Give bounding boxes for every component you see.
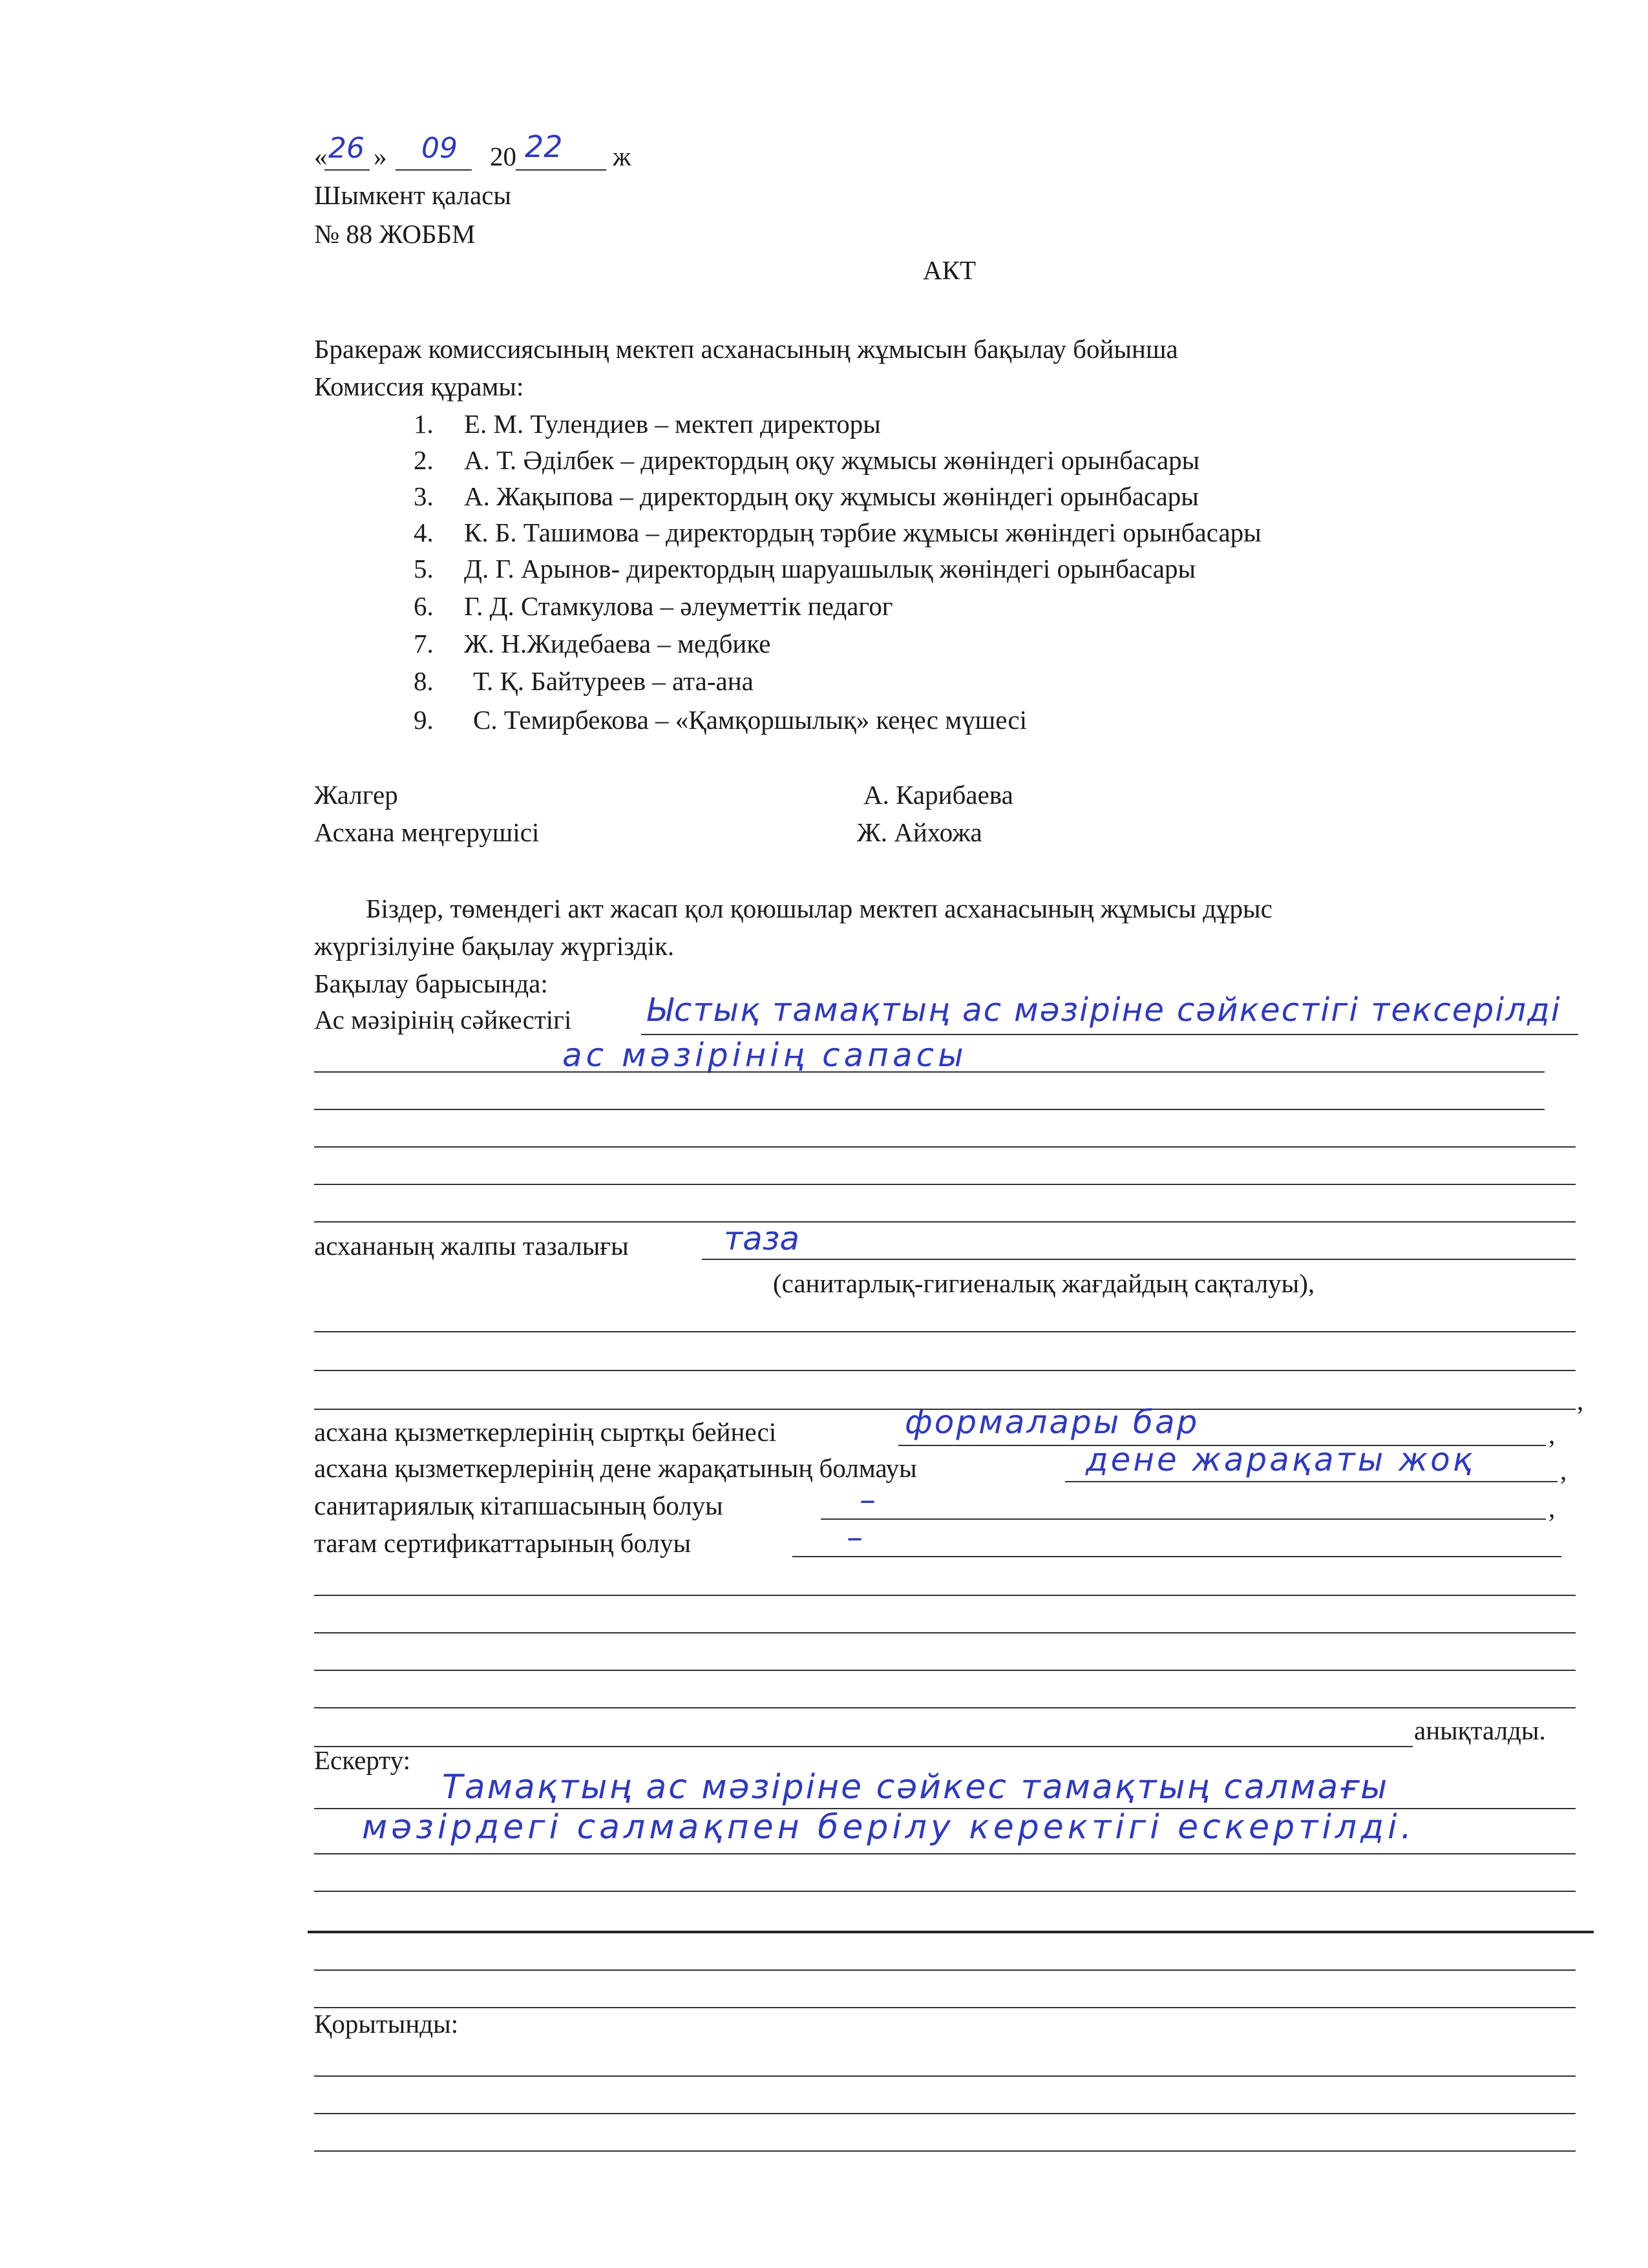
commission-member: А. Т. Әділбек – директордың оқу жұмысы жөніндегі орынбасары bbox=[464, 445, 1200, 475]
commission-member: Е. М. Тулендиев – мектеп директоры bbox=[464, 409, 881, 439]
line-comma: , bbox=[1560, 1456, 1567, 1486]
commission-num: 7. bbox=[414, 629, 434, 658]
commission-member: К. Б. Ташимова – директордың тәрбие жұмысы жөніндегі орынбасары bbox=[464, 518, 1262, 547]
remark-label: Ескерту: bbox=[314, 1745, 411, 1775]
date-month: 09 bbox=[421, 132, 458, 165]
blank-line bbox=[314, 1891, 1576, 1892]
blank-line bbox=[314, 1184, 1576, 1185]
commission-num: 5. bbox=[414, 554, 434, 583]
blank-line bbox=[314, 2113, 1576, 2114]
blank-line bbox=[314, 1595, 1576, 1596]
commission-num: 6. bbox=[414, 591, 434, 621]
line-comma: , bbox=[1548, 1493, 1556, 1523]
signatory-role: Жалгер bbox=[314, 780, 398, 810]
certificates-line bbox=[792, 1556, 1561, 1557]
blank-line bbox=[314, 1632, 1576, 1633]
menu-compliance-handwriting: Ыстық тамақтың ас мәзіріне сәйкестігі тексерілді bbox=[646, 991, 1561, 1029]
remark-handwriting: Тамақтың ас мәзіріне сәйкес тамақтың салмағы bbox=[442, 1768, 1389, 1807]
remark-handwriting: мәзірдегі салмақпен берілу керектігі ескертілді. bbox=[362, 1808, 1416, 1847]
appearance-label: асхана қызметкерлерінің сыртқы бейнесі bbox=[314, 1417, 777, 1447]
blank-line bbox=[314, 2150, 1576, 2152]
commission-num: 9. bbox=[414, 705, 434, 735]
commission-num: 2. bbox=[414, 445, 434, 475]
statement-line: Біздер, төмендегі акт жасап қол қоюшылар мектеп асханасының жұмысы дұрыс bbox=[366, 894, 1273, 923]
blank-line bbox=[314, 1146, 1576, 1148]
certificates-label: тағам сертификаттарының болуы bbox=[314, 1528, 692, 1558]
signatory-role: Асхана меңгерушісі bbox=[314, 817, 540, 847]
commission-member: Ж. Н.Жидебаева – медбике bbox=[464, 629, 771, 658]
injury-label: асхана қызметкерлерінің дене жарақатының болмауы bbox=[314, 1453, 917, 1483]
date-open-quote: « bbox=[314, 142, 328, 171]
blank-line bbox=[314, 1670, 1576, 1671]
commission-member: А. Жақыпова – директордың оқу жұмысы жөніндегі орынбасары bbox=[464, 481, 1199, 511]
remark-line bbox=[314, 1853, 1576, 1854]
blank-line bbox=[314, 1071, 1545, 1073]
commission-member: С. Темирбекова – «Қамқоршылық» кеңес мүшесі bbox=[473, 705, 1028, 735]
blank-line bbox=[314, 1109, 1545, 1110]
blank-line bbox=[314, 1221, 1576, 1223]
menu-compliance-handwriting: ас мәзірінің сапасы bbox=[562, 1036, 967, 1074]
school-name: № 88 ЖОББМ bbox=[314, 219, 476, 249]
commission-num: 4. bbox=[414, 518, 434, 547]
document-title: АКТ bbox=[923, 255, 976, 285]
blank-line bbox=[314, 1331, 1576, 1332]
certificates-handwriting: – bbox=[847, 1518, 863, 1556]
menu-compliance-label: Ас мәзірінің сәйкестігі bbox=[314, 1005, 572, 1034]
commission-member: Г. Д. Стамкулова – әлеуметтік педагог bbox=[464, 591, 893, 621]
commission-num: 3. bbox=[414, 481, 434, 511]
cleanliness-label: асхананың жалпы тазалығы bbox=[314, 1231, 629, 1261]
cleanliness-handwriting: таза bbox=[724, 1220, 799, 1257]
commission-num: 8. bbox=[414, 666, 434, 696]
date-year-suffix: 22 bbox=[525, 129, 563, 164]
sanitary-book-handwriting: – bbox=[860, 1481, 876, 1518]
statement-line: жүргізілуіне бақылау жүргіздік. bbox=[314, 931, 675, 961]
cleanliness-note: (санитарлық-гигиеналық жағдайдың сақталуы), bbox=[773, 1268, 1315, 1298]
conclusion-label: Қорытынды: bbox=[314, 2009, 459, 2039]
city: Шымкент қаласы bbox=[314, 180, 511, 210]
act-purpose: Бракераж комиссиясының мектеп асханасының жұмысын бақылау бойынша bbox=[314, 334, 1178, 364]
date-day-line bbox=[324, 169, 370, 171]
signatory-name: Ж. Айхожа bbox=[857, 817, 982, 847]
date-suffix: ж bbox=[613, 142, 631, 171]
commission-member: Т. Қ. Байтуреев – ата-ана bbox=[473, 666, 754, 696]
observation-label: Бақылау барысында: bbox=[314, 969, 548, 998]
date-day: 26 bbox=[328, 132, 364, 165]
blank-line bbox=[314, 1746, 1413, 1747]
menu-compliance-line bbox=[641, 1034, 1578, 1035]
blank-line bbox=[314, 1370, 1576, 1371]
sanitary-book-line bbox=[821, 1518, 1546, 1520]
cleanliness-line bbox=[702, 1259, 1576, 1260]
injury-line bbox=[1065, 1481, 1558, 1482]
commission-member: Д. Г. Арынов- директордың шаруашылық жөніндегі орынбасары bbox=[464, 554, 1196, 583]
commission-num: 1. bbox=[414, 409, 434, 439]
blank-line bbox=[314, 1969, 1576, 1971]
appearance-handwriting: формалары бар bbox=[905, 1403, 1199, 1441]
signatory-name: А. Карибаева bbox=[863, 780, 1013, 810]
date-close-quote: » bbox=[374, 142, 387, 171]
line-comma: , bbox=[1577, 1386, 1584, 1416]
sanitary-book-label: санитариялық кітапшасының болуы bbox=[314, 1491, 723, 1520]
date-year-line bbox=[516, 169, 606, 171]
commission-label: Комиссия құрамы: bbox=[314, 372, 524, 401]
line-comma: , bbox=[1548, 1420, 1556, 1449]
identified-text: анықталды. bbox=[1414, 1716, 1546, 1745]
date-year-prefix: 20 bbox=[490, 142, 516, 171]
blank-line bbox=[314, 2075, 1576, 2077]
date-month-line bbox=[396, 169, 472, 171]
injury-handwriting: дене жарақаты жоқ bbox=[1086, 1441, 1475, 1478]
separator-line bbox=[308, 1931, 1594, 1933]
blank-line bbox=[314, 2007, 1576, 2008]
blank-line bbox=[314, 1707, 1576, 1708]
